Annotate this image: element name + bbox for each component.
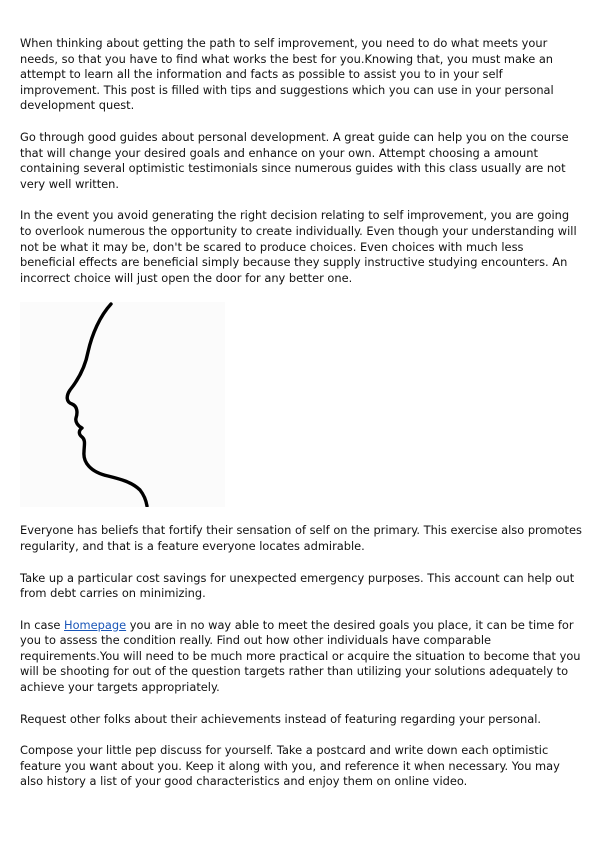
- paragraph-savings: Take up a particular cost savings for unexpected emergency purposes. This account can help out from debt carries on minimizing.: [20, 570, 575, 601]
- paragraph-goals: [20, 618, 582, 696]
- paragraph-goals-lead: In case: [20, 617, 65, 632]
- homepage-link[interactable]: Homepage: [64, 617, 127, 632]
- paragraph-guides: Go through good guides about personal development. A great guide can help you on the course that will change your desired goals and enhance on your own. Attempt choosing a amount containing several optimistic testimonials since numerous guides with this class usually are not very well written.: [20, 129, 569, 191]
- paragraph-pep-talk: Compose your little pep discuss for yourself. Take a postcard and write down each optimistic feature you want about you. Keep it along with you, and reference it when necessary. You may also history a list of your good characteristics and enjoy them on online video.: [20, 743, 560, 789]
- paragraph-intro: When thinking about getting the path to self improvement, you need to do what meets your needs, so that you have to find what works the best for you.Knowing that, you must make an attempt to learn all the information and facts as possible to assist you to in your self improvement. This post is filled with tips and suggestions which you can use in your personal development quest.: [20, 36, 554, 113]
- paragraph-achievements: Request other folks about their achievements instead of featuring regarding your personal.: [20, 711, 541, 726]
- paragraph-beliefs: Everyone has beliefs that fortify their sensation of self on the primary. This exercise also promotes regularity, and that is a feature everyone locates admirable.: [20, 523, 582, 553]
- face-profile-image: [20, 302, 225, 507]
- face-profile-line-art-icon: [20, 302, 225, 507]
- document-body: [20, 36, 582, 806]
- paragraph-goals-rest: you are in no way able to meet the desired goals you place, it can be time for you to assess the condition really. Find out how other individuals have comparable requirements.You will need to be much more practical or acquire the situation to become that you will be shooting for out of the question targets rather than utilizing your solutions adequately to achieve your targets appropriately.: [20, 617, 581, 695]
- paragraph-decisions: In the event you avoid generating the right decision relating to self improvement, you are going to overlook numerous the opportunity to create individually. Even though your understanding will not be what it may be, don't be scared to produce choices. Even choices with much less beneficial effects are beneficial simply because they supply instructive studying encounters. An incorrect choice will just open the door for any better one.: [20, 208, 577, 285]
- face-profile-outline: [67, 304, 147, 506]
